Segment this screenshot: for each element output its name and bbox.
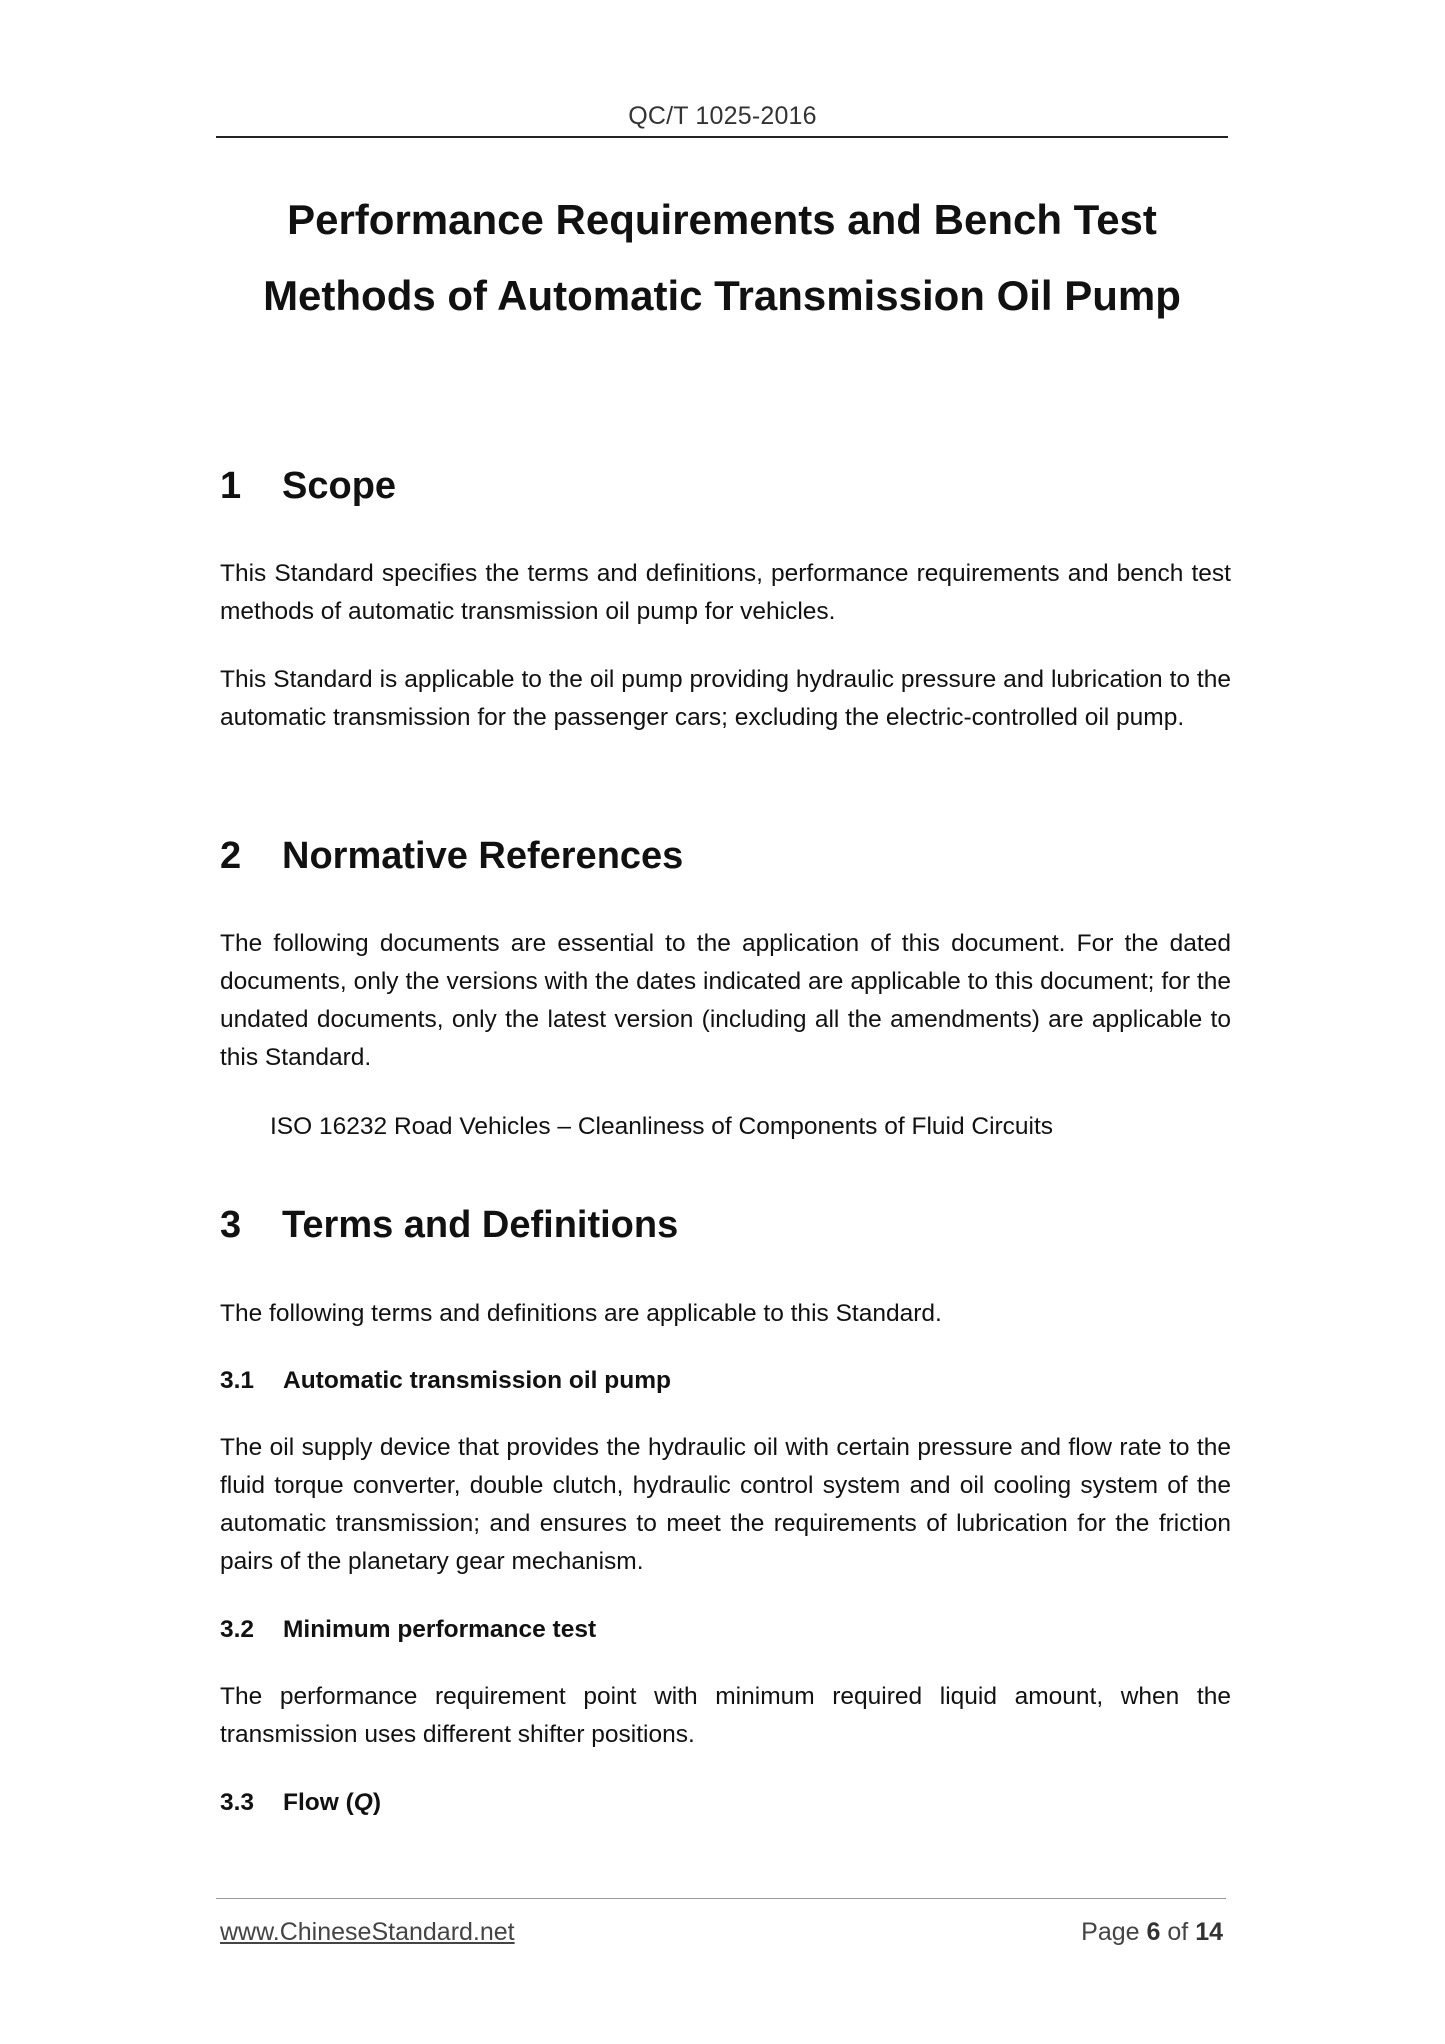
document-title-line-1: Performance Requirements and Bench Test (287, 196, 1157, 243)
total-page-count: 14 (1195, 1918, 1223, 1946)
subsection-title (283, 1789, 381, 1816)
document-title-line-2: Methods of Automatic Transmission Oil Pump (263, 272, 1181, 319)
subsection-number: 3.2 (220, 1616, 255, 1643)
footer-divider (216, 1898, 1226, 1899)
normative-references-paragraph: The following documents are essential to the application of this document. For the dated documents, only the versions with the dates indicated are applicable to this document; for the undated documents, only the latest version (including all the amendments) are applicable to this Standard. (220, 930, 1231, 1071)
subsection-title-prefix: Flow ( (283, 1789, 354, 1816)
terms-intro-paragraph: The following terms and definitions are applicable to this Standard. (220, 1300, 942, 1327)
document-code: QC/T 1025-2016 (628, 102, 817, 130)
subsection-heading-3-3 (220, 1784, 1230, 1822)
section-number: 2 (220, 835, 242, 877)
subsection-title: Minimum performance test (283, 1616, 597, 1643)
normative-reference-item: ISO 16232 Road Vehicles – Cleanliness of Components of Fluid Circuits (270, 1113, 1054, 1140)
section-title: Normative References (282, 835, 684, 877)
page-of-label: of (1167, 1918, 1189, 1946)
section-heading-normative-references (220, 833, 1230, 879)
subsection-number: 3.3 (220, 1789, 255, 1816)
section-title: Terms and Definitions (282, 1204, 679, 1246)
website-link[interactable]: www.ChineseStandard.net (220, 1918, 515, 1946)
flow-symbol: Q (353, 1789, 373, 1816)
scope-paragraph-1: This Standard specifies the terms and definitions, performance requirements and bench test methods of automatic transmission oil pump for vehicles. (220, 560, 1231, 625)
header-divider (216, 136, 1228, 138)
subsection-number: 3.1 (220, 1367, 255, 1394)
current-page-number: 6 (1146, 1918, 1161, 1946)
document-title (216, 182, 1228, 334)
section-title: Scope (282, 465, 397, 507)
section-number: 3 (220, 1204, 242, 1246)
section-heading-scope (220, 463, 1230, 509)
scope-paragraph-2: This Standard is applicable to the oil pump providing hydraulic pressure and lubrication to the automatic transmission for the passenger cars; excluding the electric-controlled oil pump. (220, 666, 1231, 731)
page-indicator (1081, 1918, 1223, 1947)
definition-minimum-performance-test: The performance requirement point with minimum required liquid amount, when the transmission uses different shifter positions. (220, 1683, 1231, 1748)
subsection-heading-3-1 (220, 1362, 1230, 1400)
subsection-title-suffix: ) (372, 1789, 381, 1816)
subsection-heading-3-2 (220, 1611, 1230, 1649)
subsection-title: Automatic transmission oil pump (283, 1367, 671, 1394)
section-number: 1 (220, 465, 242, 507)
section-heading-terms-and-definitions (220, 1202, 1230, 1248)
page-label: Page (1081, 1918, 1140, 1946)
definition-automatic-transmission-oil-pump: The oil supply device that provides the hydraulic oil with certain pressure and flow rate to the fluid torque converter, double clutch, hydraulic control system and oil cooling system of the automatic transmission; and ensures to meet the requirements of lubrication for the friction pairs of the planetary gear mechanism. (220, 1434, 1231, 1575)
